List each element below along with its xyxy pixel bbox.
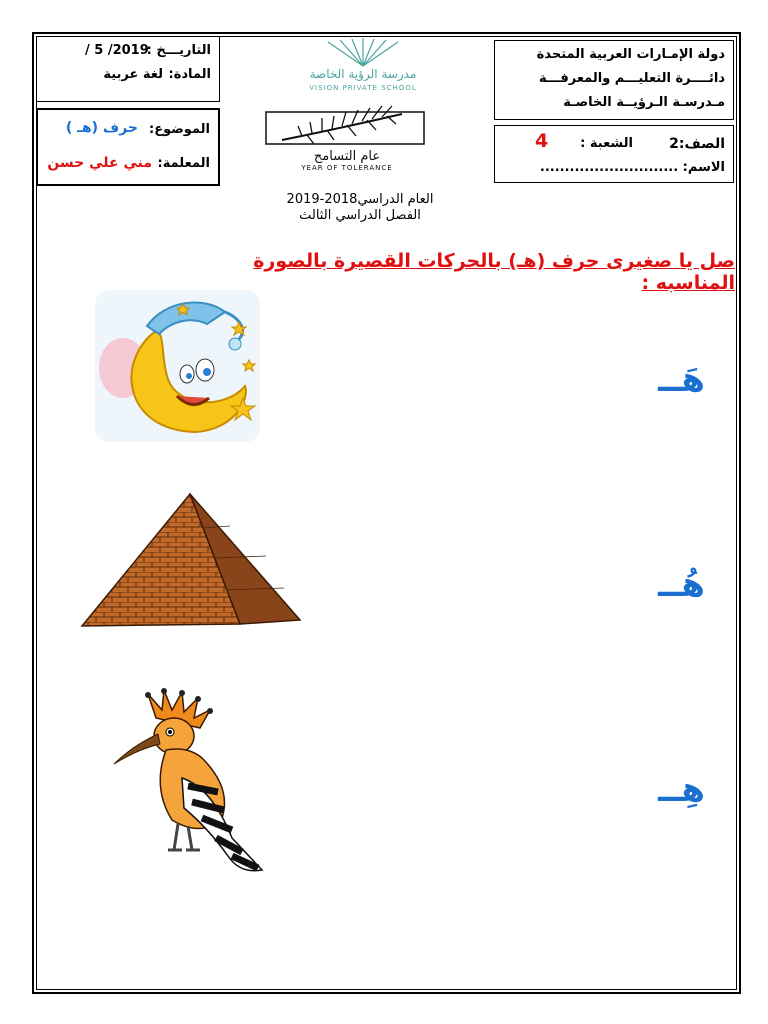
grade-label: الصف:2 [669,136,725,152]
pyramid-icon [80,492,302,630]
teacher-label: المعلمة: [157,156,210,171]
section-value: 4 [535,130,549,152]
hoopoe-picture[interactable] [112,688,272,886]
ghaf-tree-icon [262,100,432,172]
subject-value: لغة عربية [103,67,163,82]
student-name-field[interactable]: الاسم: ............................ [539,160,725,175]
school-name: مـدرسـة الـرؤيــة الخاصـة [563,95,725,110]
school-logo-icon [268,38,458,93]
department-name: دائــــرة التعليـــم والمعرفـــة [539,71,725,86]
academic-year: العام الدراسي2018-2019 [286,192,434,207]
topic-label: الموضوع: [149,122,210,137]
pyramid-picture[interactable] [80,492,302,630]
subject-label: المادة: [168,67,211,82]
svg-text:مدرسة الرؤية الخاصة: مدرسة الرؤية الخاصة [309,67,417,81]
exercise-instruction: صل يا صغيرى حرف (هـ) بالحركات القصيرة بالصورة المناسبه : [253,250,735,294]
svg-text:YEAR OF TOLERANCE: YEAR OF TOLERANCE [301,164,393,172]
topic-teacher-box [36,108,220,186]
svg-text:VISION PRIVATE SCHOOL: VISION PRIVATE SCHOOL [309,84,417,92]
header-ministry-box [494,40,734,120]
letter-damma[interactable]: هُــ [658,565,705,605]
teacher-name: مني علي حسن [47,155,152,171]
term: الفصل الدراسي الثالث [299,208,421,223]
svg-text:عام التسامح: عام التسامح [313,149,381,164]
date-value: / 5 /2019 [85,43,149,58]
date-subject-box [36,36,220,102]
hoopoe-icon [112,688,272,886]
moon-picture[interactable] [95,290,260,442]
country-name: دولة الإمـارات العربية المتحدة [536,47,725,62]
school-logo [268,38,458,93]
letter-kasra[interactable]: هِــ [658,770,705,810]
moon-icon [95,290,260,442]
section-label: الشعبة : [580,136,633,151]
letter-fatha[interactable]: هَــ [658,360,705,400]
topic-value: حرف (هـ ) [65,120,138,136]
date-label: التاريـــخ : [146,43,211,58]
student-info-box [494,125,734,183]
tolerance-logo [262,100,432,172]
